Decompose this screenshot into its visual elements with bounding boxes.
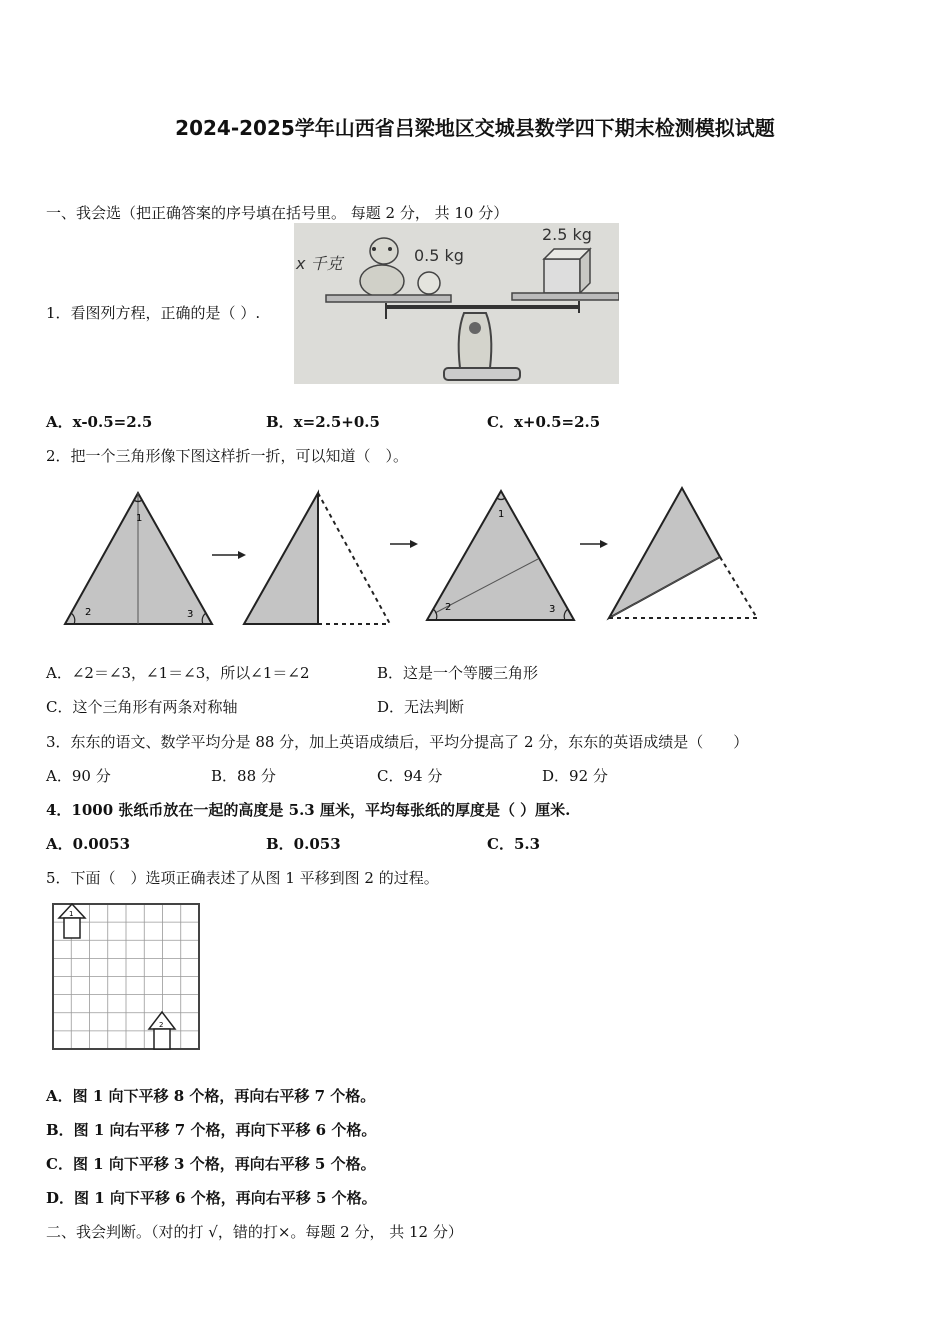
q5-grid-figure — [50, 902, 202, 1052]
arrow-right-icon — [410, 540, 418, 548]
q1-left-label: x 千克 — [296, 254, 343, 273]
angle-label-2: 2 — [85, 607, 92, 618]
house-figure-1 — [59, 904, 85, 938]
q3-option-c[interactable]: C．94 分 — [377, 767, 443, 785]
section-2-heading: 二、我会判断。（对的打 √，错的打×。每题 2 分， 共 12 分） — [46, 1223, 463, 1241]
q1-text: 1．看图列方程，正确的是（ ）. — [46, 304, 261, 322]
q5-option-b[interactable]: B．图 1 向右平移 7 个格，再向下平移 6 个格。 — [46, 1121, 377, 1139]
triangle-2 — [244, 493, 318, 624]
angle-label-2b: 2 — [445, 602, 452, 613]
q2-option-d[interactable]: D．无法判断 — [377, 698, 465, 716]
q4-option-c[interactable]: C．5.3 — [487, 835, 541, 853]
angle-label-1b: 1 — [498, 509, 505, 520]
right-pan — [512, 293, 619, 300]
q3-option-b[interactable]: B．88 分 — [211, 767, 276, 785]
ball-icon — [418, 272, 440, 294]
q4-text: 4．1000 张纸币放在一起的高度是 5.3 厘米，平均每张纸的厚度是（ ）厘米. — [46, 801, 571, 819]
balance-stand — [459, 313, 492, 368]
house-label-2: 2 — [159, 1021, 164, 1029]
q4-option-a[interactable]: A．0.0053 — [46, 835, 131, 853]
q1-balance-figure — [294, 223, 619, 384]
q1-option-c[interactable]: C．x+0.5=2.5 — [487, 413, 601, 431]
arrow-right-icon — [238, 551, 246, 559]
cube-icon — [544, 249, 590, 293]
q5-option-c[interactable]: C．图 1 向下平移 3 个格，再向右平移 5 个格。 — [46, 1155, 376, 1173]
q2-fold-figure — [60, 485, 770, 630]
angle-label-3b: 3 — [549, 604, 556, 615]
q2-option-b[interactable]: B．这是一个等腰三角形 — [377, 664, 539, 682]
q1-option-a[interactable]: A．x-0.5=2.5 — [46, 413, 153, 431]
page-title: 2024-2025学年山西省吕梁地区交城县数学四下期末检测模拟试题 — [175, 116, 775, 140]
left-pan — [326, 295, 451, 302]
q1-right-label: 2.5 kg — [542, 225, 592, 244]
q2-option-c[interactable]: C．这个三角形有两条对称轴 — [46, 698, 238, 716]
q5-option-a[interactable]: A．图 1 向下平移 8 个格，再向右平移 7 个格。 — [46, 1087, 376, 1105]
q3-option-a[interactable]: A．90 分 — [46, 767, 111, 785]
q5-text: 5．下面（ ）选项正确表述了从图 1 平移到图 2 的过程。 — [46, 869, 439, 887]
q1-option-b[interactable]: B．x=2.5+0.5 — [266, 413, 380, 431]
q2-option-a[interactable]: A．∠2＝∠3，∠1＝∠3，所以∠1＝∠2 — [46, 664, 310, 682]
triangle-4 — [609, 488, 720, 618]
angle-label-3: 3 — [187, 609, 194, 620]
section-1-heading: 一、我会选（把正确答案的序号填在括号里。 每题 2 分， 共 10 分） — [46, 204, 509, 222]
q3-option-d[interactable]: D．92 分 — [542, 767, 608, 785]
q2-text: 2．把一个三角形像下图这样折一折，可以知道（ ）。 — [46, 447, 409, 465]
angle-label-1: 1 — [136, 513, 143, 524]
q1-mid-label: 0.5 kg — [414, 246, 464, 265]
arrow-right-icon — [600, 540, 608, 548]
q4-option-b[interactable]: B．0.053 — [266, 835, 341, 853]
q3-text: 3．东东的语文、数学平均分是 88 分，加上英语成绩后，平均分提高了 2 分，东东的英语成绩是（ ） — [46, 733, 749, 751]
q5-option-d[interactable]: D．图 1 向下平移 6 个格，再向右平移 5 个格。 — [46, 1189, 377, 1207]
house-label-1: 1 — [69, 910, 74, 918]
